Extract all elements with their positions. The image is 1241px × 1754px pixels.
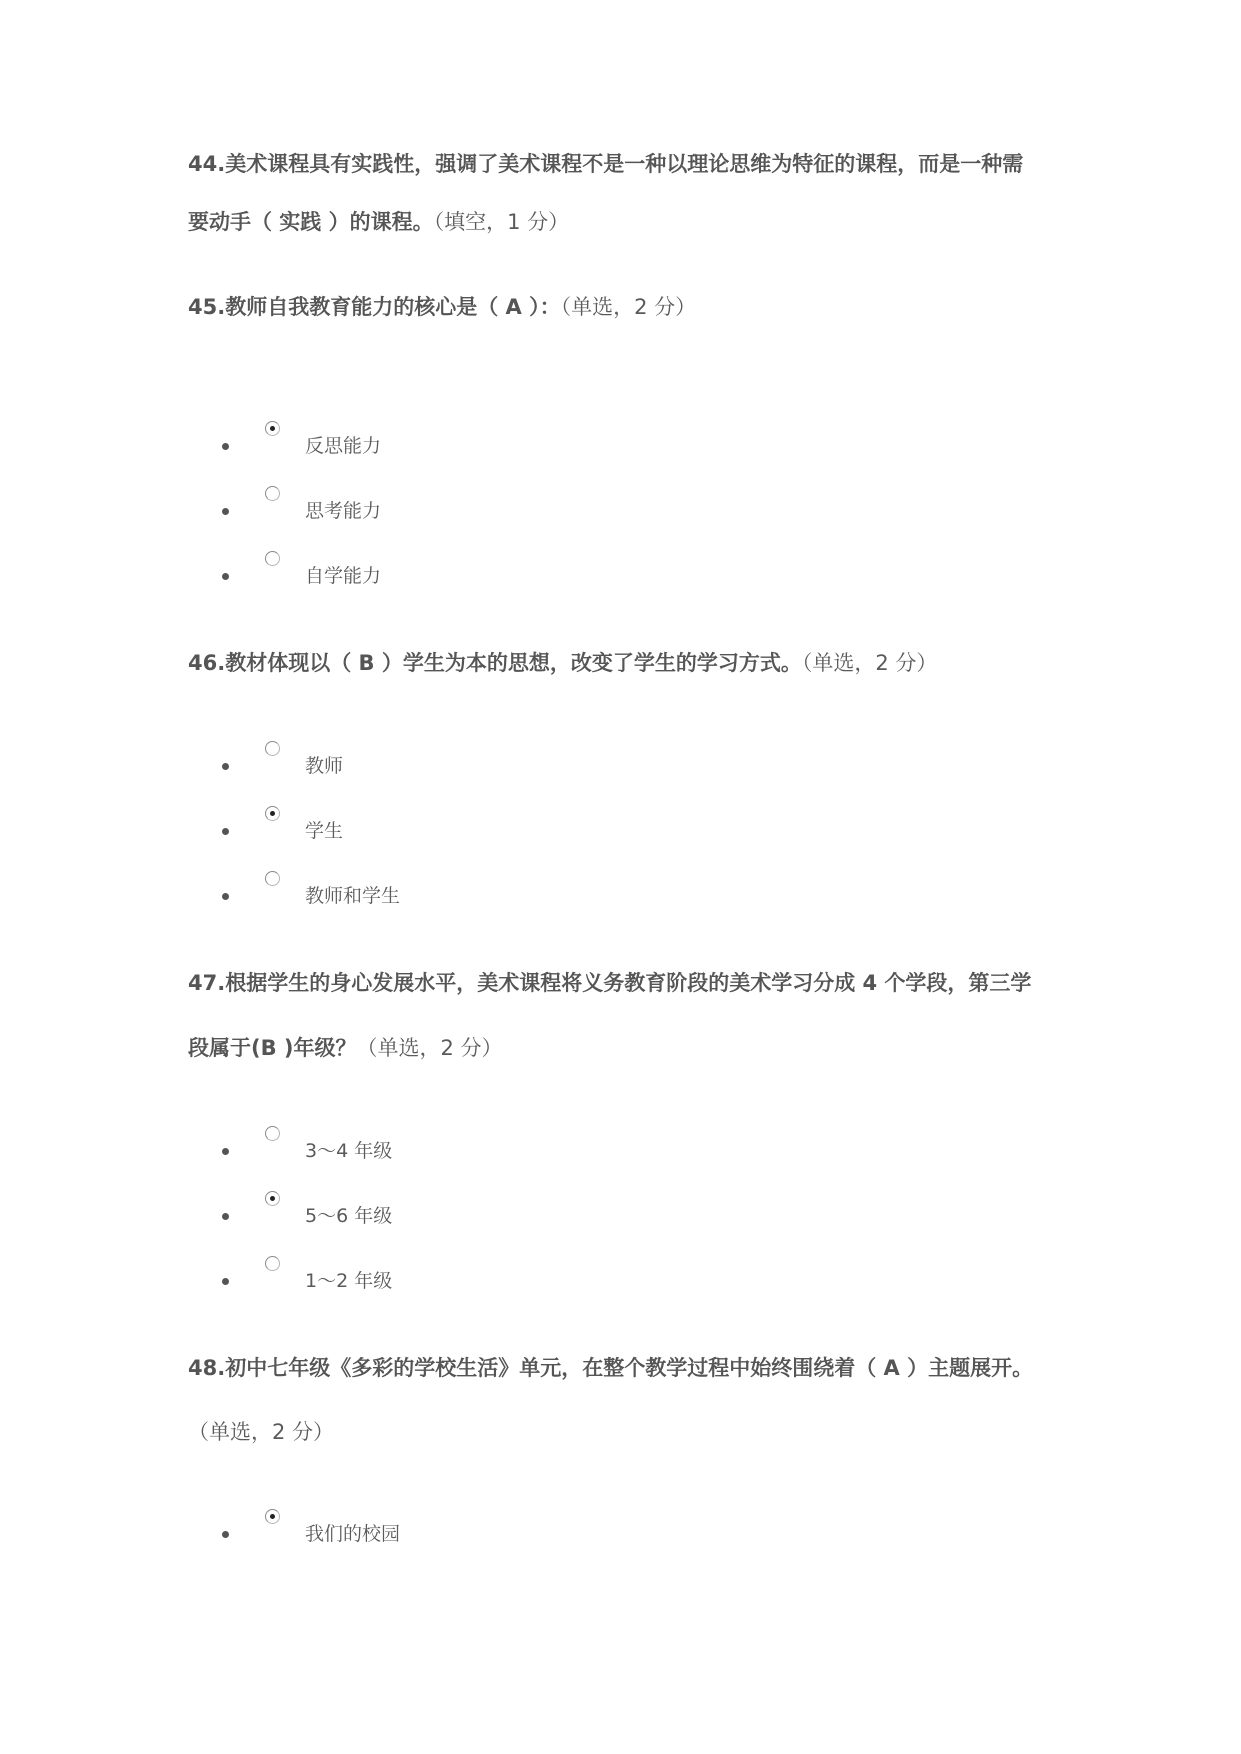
option-label: 1～2 年级 — [305, 1270, 393, 1292]
option-45-b[interactable] — [218, 486, 718, 526]
question-45-line-1 — [188, 293, 1068, 321]
bullet-icon — [222, 763, 229, 770]
question-text: 初中七年级《多彩的学校生活》单元，在整个教学过程中始终围绕着（ A ）主题展开。 — [225, 1356, 1034, 1380]
option-46-a[interactable] — [218, 741, 718, 781]
question-48-line-2 — [188, 1418, 1068, 1446]
radio-button-checked[interactable] — [265, 421, 280, 436]
option-label: 自学能力 — [305, 565, 382, 587]
question-number: 48. — [188, 1356, 226, 1380]
option-label: 我们的校园 — [305, 1523, 401, 1545]
question-text: 教材体现以（ B ）学生为本的思想，改变了学生的学习方式。 — [225, 651, 802, 675]
option-48-a[interactable] — [218, 1509, 718, 1549]
option-label: 反思能力 — [305, 435, 382, 457]
question-meta: （单选，2 分） — [188, 1420, 335, 1444]
option-label: 学生 — [305, 820, 344, 842]
question-47-line-1 — [188, 969, 1068, 997]
radio-button-checked[interactable] — [265, 806, 280, 821]
radio-button[interactable] — [265, 486, 280, 501]
radio-button[interactable] — [265, 551, 280, 566]
option-label: 教师 — [305, 755, 344, 777]
bullet-icon — [222, 508, 229, 515]
option-47-c[interactable] — [218, 1256, 718, 1296]
option-label: 5～6 年级 — [305, 1205, 393, 1227]
bullet-icon — [222, 1148, 229, 1155]
bullet-icon — [222, 1213, 229, 1220]
question-meta: （单选，2 分） — [801, 651, 938, 675]
question-number: 45. — [188, 295, 226, 319]
option-46-c[interactable] — [218, 871, 718, 911]
question-44-line-1 — [188, 150, 1068, 178]
bullet-icon — [222, 573, 229, 580]
question-47-line-2 — [188, 1034, 1068, 1062]
radio-button[interactable] — [265, 1126, 280, 1141]
question-meta: （单选，2 分） — [356, 1036, 503, 1060]
question-text: 要动手（ 实践 ）的课程。 — [188, 210, 434, 234]
question-text: 段属于(B )年级？ — [188, 1036, 357, 1060]
option-45-a[interactable] — [218, 421, 718, 461]
bullet-icon — [222, 893, 229, 900]
question-number: 46. — [188, 651, 226, 675]
option-label: 教师和学生 — [305, 885, 401, 907]
question-48-line-1 — [188, 1354, 1068, 1382]
question-text: 教师自我教育能力的核心是（ A ）： — [225, 295, 561, 319]
question-meta: （填空，1 分） — [433, 210, 570, 234]
option-46-b[interactable] — [218, 806, 718, 846]
radio-button-checked[interactable] — [265, 1509, 280, 1524]
bullet-icon — [222, 828, 229, 835]
question-44-line-2 — [188, 208, 1068, 236]
bullet-icon — [222, 1531, 229, 1538]
option-45-c[interactable] — [218, 551, 718, 591]
bullet-icon — [222, 443, 229, 450]
question-text: 根据学生的身心发展水平，美术课程将义务教育阶段的美术学习分成 4 个学段，第三学 — [225, 971, 1032, 995]
option-label: 3～4 年级 — [305, 1140, 393, 1162]
question-text: 美术课程具有实践性，强调了美术课程不是一种以理论思维为特征的课程，而是一种需 — [225, 152, 1024, 176]
question-meta: （单选，2 分） — [560, 295, 697, 319]
radio-button-checked[interactable] — [265, 1191, 280, 1206]
option-47-a[interactable] — [218, 1126, 718, 1166]
question-46-line-1 — [188, 649, 1068, 677]
option-label: 思考能力 — [305, 500, 382, 522]
option-47-b[interactable] — [218, 1191, 718, 1231]
radio-button[interactable] — [265, 741, 280, 756]
question-number: 47. — [188, 971, 226, 995]
bullet-icon — [222, 1278, 229, 1285]
radio-button[interactable] — [265, 1256, 280, 1271]
radio-button[interactable] — [265, 871, 280, 886]
question-number: 44. — [188, 152, 226, 176]
